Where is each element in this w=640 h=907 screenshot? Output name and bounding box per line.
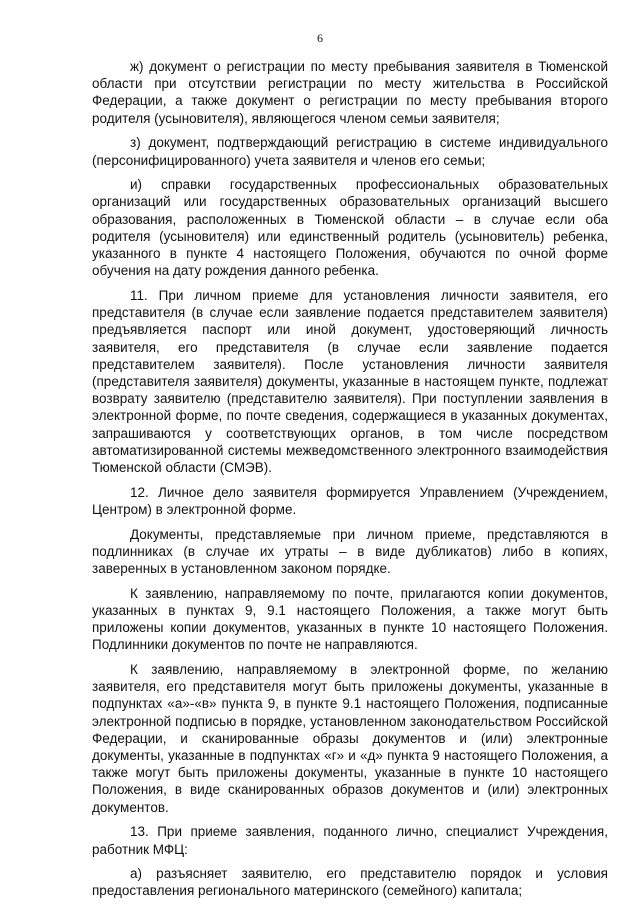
paragraph-item-11: 11. При личном приеме для установления личности заявителя, его представителя (в случае если заявление подается представителем заявителя) предъявляется паспорт или иной документ, удостоверяющий личность заявителя, его представителя (в случае если заявление подается представителем заявителя). После установления личности заявителя (представителя заявителя) документы, указанные в настоящем пункте, подлежат возврату заявителю (представителю заявителя). При поступлении заявления в электронной форме, по почте сведения, содержащиеся в указанных документах, запрашиваются у соответствующих органов, в том числе посредством автоматизированной системы межведомственного электронного взаимодействия Тюменской области (СМЭВ). <box>92 287 608 475</box>
paragraph-subitem-z: з) документ, подтверждающий регистрацию в системе индивидуального (персонифицированного) учета заявителя и членов его семьи; <box>92 135 608 168</box>
paragraph-subitem-zh: ж) документ о регистрации по месту пребывания заявителя в Тюменской области при отсутствии регистрации по месту жительства в Российской Федерации, а также документ о регистрации по месту пребывания второго родителя (усыновителя), являющегося членом семьи заявителя; <box>92 59 608 126</box>
paragraph-personal-submission: Документы, представляемые при личном приеме, представляются в подлинниках (в случае их утраты – в виде дубликатов) либо в копиях, заверенных в установленном законом порядке. <box>92 526 608 576</box>
paragraph-postal-submission: К заявлению, направляемому по почте, прилагаются копии документов, указанных в пунктах 9, 9.1 настоящего Положения, а также могут быть приложены копии документов, указанных в пункте 10 настоящего Положения. Подлинники документов по почте не направляются. <box>92 585 608 653</box>
paragraph-item-13: 13. При приеме заявления, поданного лично, специалист Учреждения, работник МФЦ: <box>92 824 608 857</box>
paragraph-subitem-a: а) разъясняет заявителю, его представителю порядок и условия предоставления регионального материнского (семейного) капитала; <box>92 866 608 899</box>
paragraph-electronic-submission: К заявлению, направляемому в электронной форме, по желанию заявителя, его представителя могут быть приложены документы, указанные в подпунктах «а»-«в» пункта 9, в пункте 9.1 настоящего Положения, подписанные электронной подписью в порядке, установленном законодательством Российской Федерации, и сканированные образы документов и (или) электронные документы, указанные в подпунктах «г» и «д» пункта 9 настоящего Положения, а также могут быть приложены документы, указанные в пункте 10 настоящего Положения, в виде сканированных образов документов и (или) электронных документов. <box>92 662 608 815</box>
page-number: 6 <box>317 31 323 45</box>
paragraph-subitem-i: и) справки государственных профессиональных образовательных организаций или государственных образовательных организаций высшего образования, расположенных в Тюменской области – в случае если оба родителя (усыновителя) или единственный родитель (усыновитель) ребенка, указанного в пункте 4 настоящего Положения, обучаются по очной форме обучения на дату рождения данного ребенка. <box>92 177 608 279</box>
document-body <box>92 58 608 907</box>
paragraph-item-12: 12. Личное дело заявителя формируется Управлением (Учреждением, Центром) в электронной форме. <box>92 484 608 517</box>
